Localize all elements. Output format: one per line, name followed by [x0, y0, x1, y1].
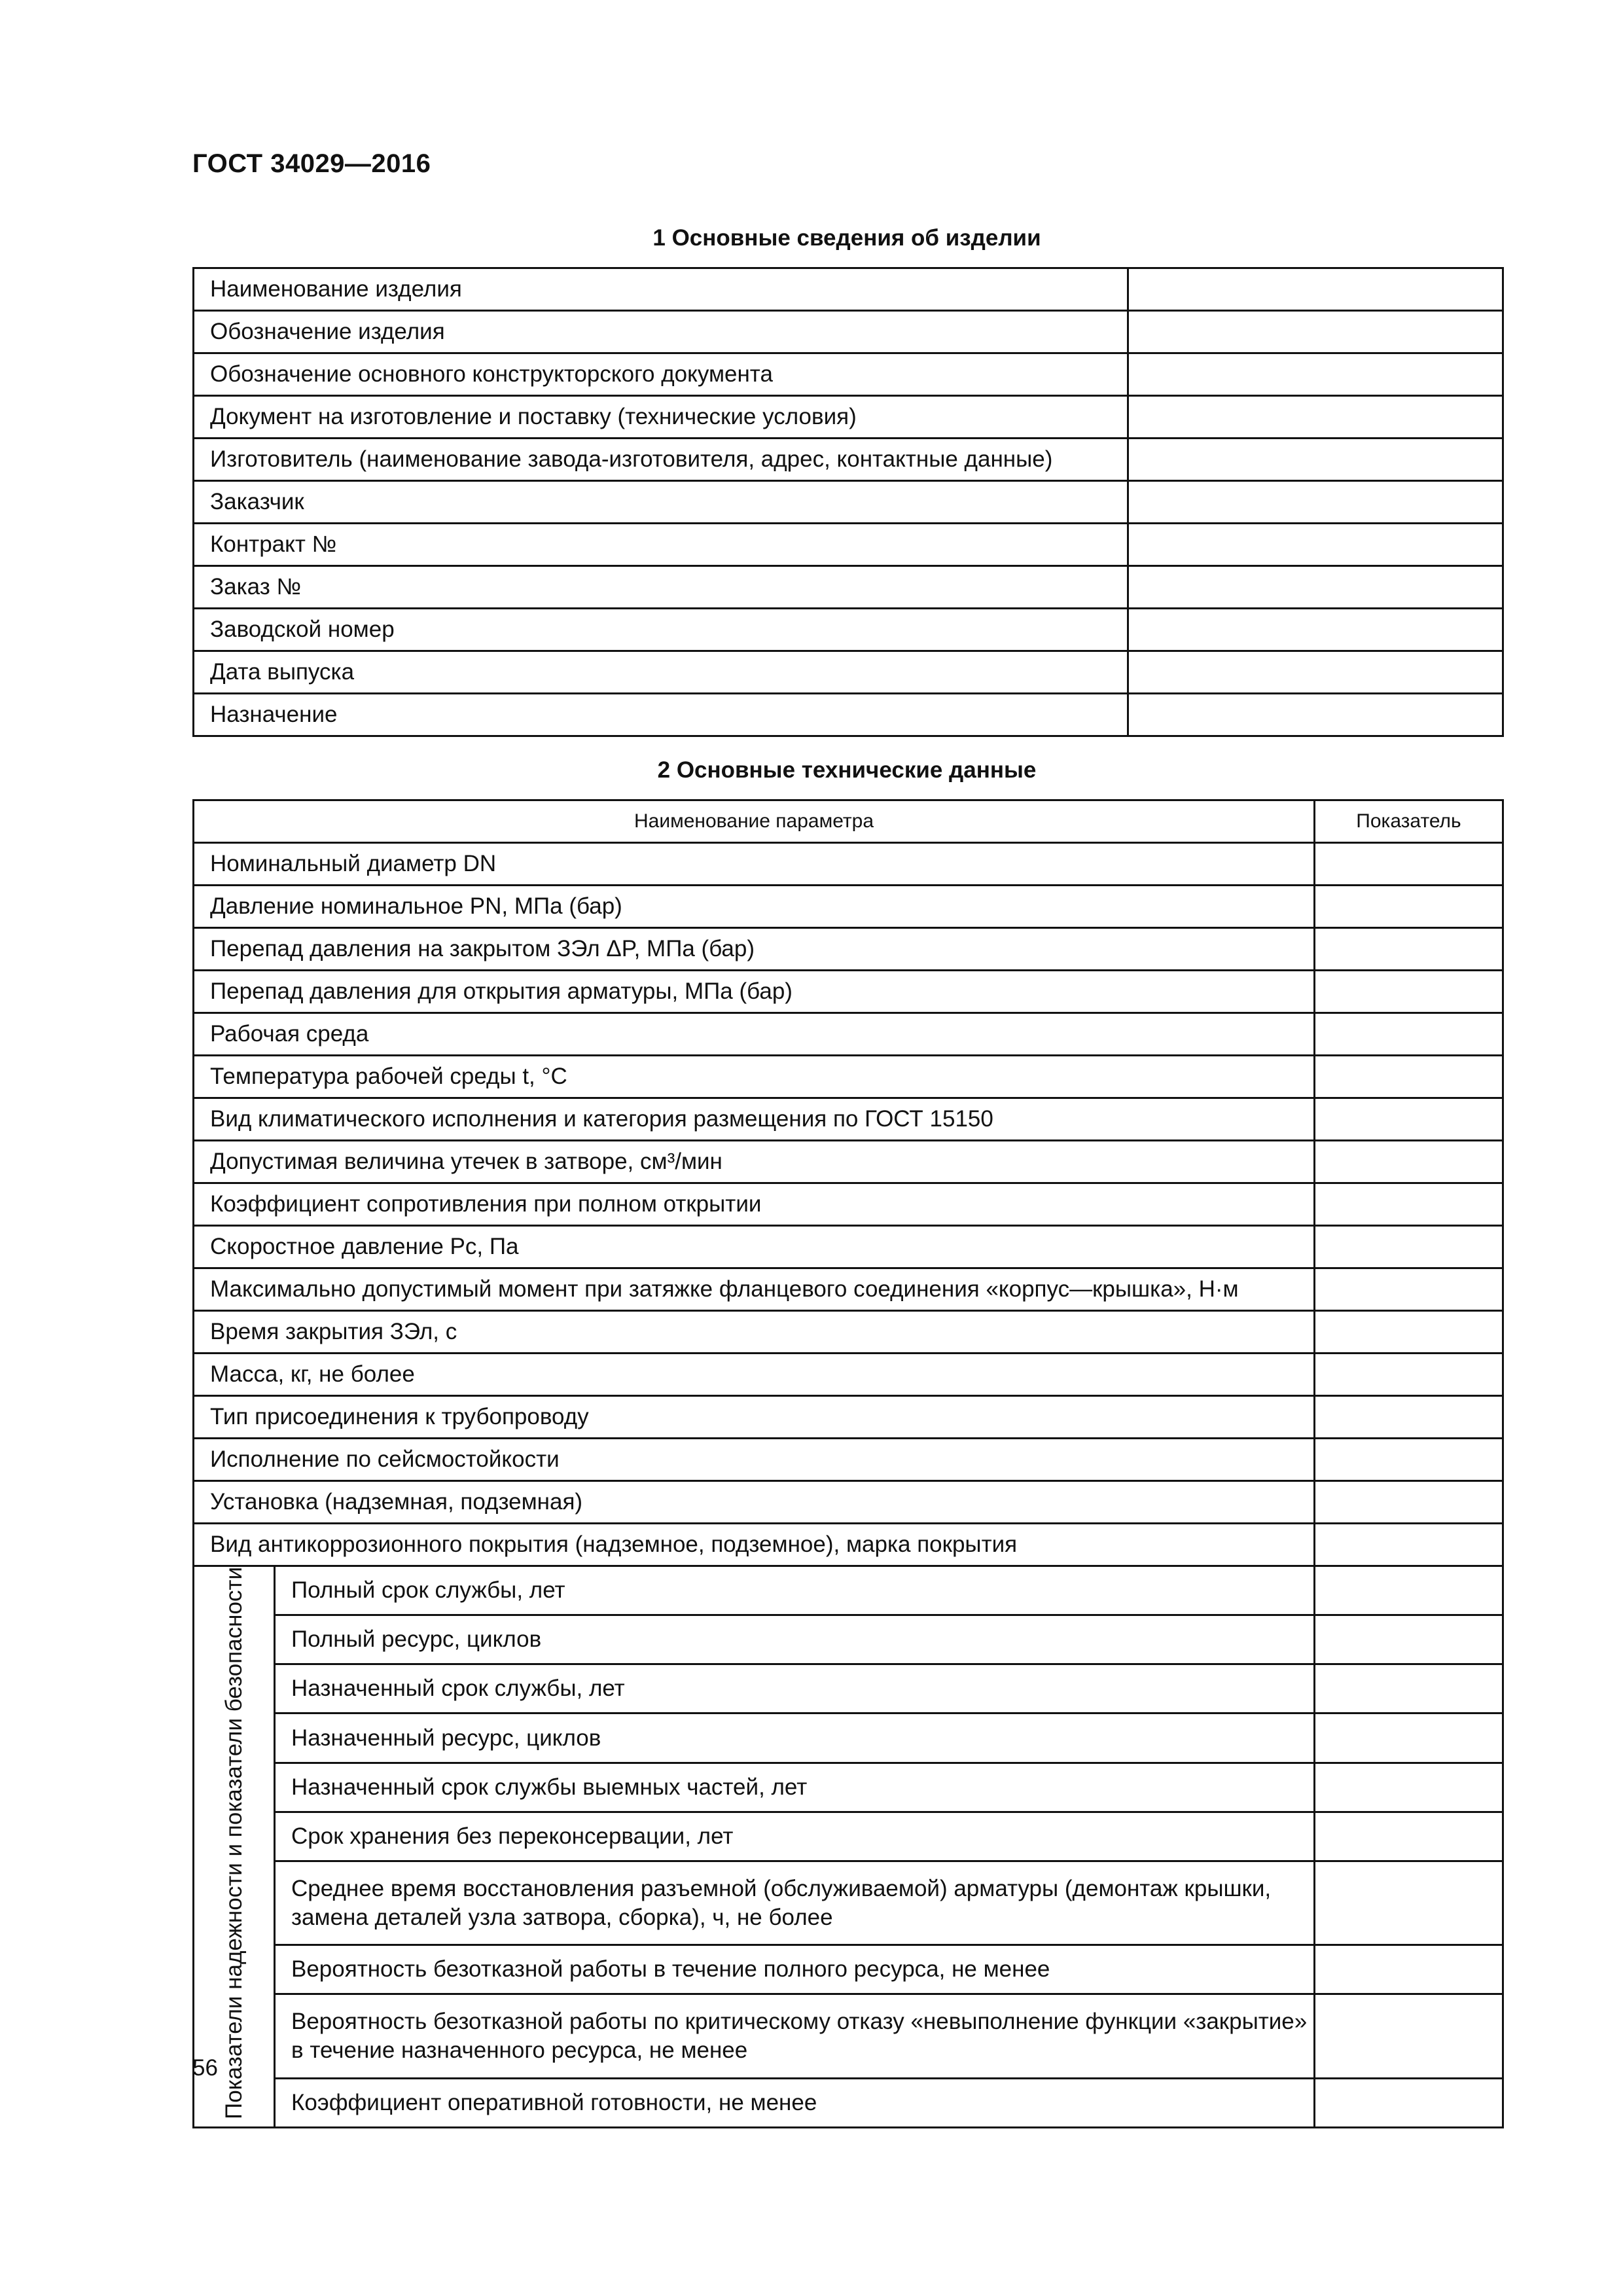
- value-cell[interactable]: [1315, 1183, 1503, 1226]
- table-row: [194, 1566, 1503, 1615]
- param-label: Время закрытия ЗЭл, с: [194, 1311, 1315, 1354]
- param-label: Перепад давления на закрытом ЗЭл ΔP, МПа (бар): [194, 928, 1315, 971]
- value-cell[interactable]: [1128, 481, 1503, 524]
- table-row: [194, 609, 1503, 651]
- value-cell[interactable]: [1128, 268, 1503, 311]
- param-label: Полный срок службы, лет: [275, 1566, 1315, 1615]
- table-row: [194, 651, 1503, 694]
- param-label: Срок хранения без переконсервации, лет: [275, 1812, 1315, 1861]
- table-row: [194, 1439, 1503, 1481]
- value-cell[interactable]: [1315, 1439, 1503, 1481]
- param-label: Тип присоединения к трубопроводу: [194, 1396, 1315, 1439]
- table-row: [194, 1098, 1503, 1141]
- value-cell[interactable]: [1315, 1812, 1503, 1861]
- value-cell[interactable]: [1315, 1226, 1503, 1268]
- table-row: [194, 524, 1503, 566]
- value-cell[interactable]: [1315, 1013, 1503, 1056]
- value-cell[interactable]: [1315, 1268, 1503, 1311]
- table-row: [194, 1056, 1503, 1098]
- param-label: Назначенный срок службы выемных частей, лет: [275, 1763, 1315, 1812]
- value-cell[interactable]: [1315, 1664, 1503, 1713]
- param-label: Коэффициент оперативной готовности, не менее: [275, 2078, 1315, 2127]
- value-cell[interactable]: [1128, 353, 1503, 396]
- value-cell[interactable]: [1315, 843, 1503, 886]
- value-cell[interactable]: [1315, 1098, 1503, 1141]
- param-label: Допустимая величина утечек в затворе, см³/мин: [194, 1141, 1315, 1183]
- value-cell[interactable]: [1128, 524, 1503, 566]
- column-header-value: Показатель: [1315, 800, 1503, 843]
- table-row: [194, 1226, 1503, 1268]
- param-label: Вероятность безотказной работы по критическому отказу «невыполнение функции «закрытие» в течение назначенного ресурса, не менее: [275, 1994, 1315, 2078]
- reliability-group-label: [194, 1566, 275, 2128]
- value-cell[interactable]: [1315, 2078, 1503, 2127]
- table-row: [194, 1013, 1503, 1056]
- value-cell[interactable]: [1128, 439, 1503, 481]
- product-info-table: [192, 267, 1504, 737]
- table-row: [194, 1311, 1503, 1354]
- param-label: Перепад давления для открытия арматуры, МПа (бар): [194, 971, 1315, 1013]
- row-label: Обозначение изделия: [194, 311, 1128, 353]
- param-label: Рабочая среда: [194, 1013, 1315, 1056]
- table-row: [194, 1615, 1503, 1664]
- param-label: Номинальный диаметр DN: [194, 843, 1315, 886]
- value-cell[interactable]: [1128, 651, 1503, 694]
- value-cell[interactable]: [1315, 1713, 1503, 1763]
- row-label: Изготовитель (наименование завода-изготовителя, адрес, контактные данные): [194, 439, 1128, 481]
- row-label: Обозначение основного конструкторского документа: [194, 353, 1128, 396]
- value-cell[interactable]: [1315, 1481, 1503, 1524]
- param-label: Назначенный ресурс, циклов: [275, 1713, 1315, 1763]
- table-row: [194, 1396, 1503, 1439]
- param-label: Вид климатического исполнения и категория размещения по ГОСТ 15150: [194, 1098, 1315, 1141]
- table-row: [194, 1183, 1503, 1226]
- row-label: Контракт №: [194, 524, 1128, 566]
- value-cell[interactable]: [1315, 1056, 1503, 1098]
- value-cell[interactable]: [1315, 971, 1503, 1013]
- param-label: Среднее время восстановления разъемной (обслуживаемой) арматуры (демонтаж крышки, замена деталей узла затвора, сборка), ч, не более: [275, 1861, 1315, 1945]
- row-label: Дата выпуска: [194, 651, 1128, 694]
- technical-data-table: [192, 799, 1504, 2128]
- value-cell[interactable]: [1128, 396, 1503, 439]
- param-label: Масса, кг, не более: [194, 1354, 1315, 1396]
- reliability-group-text: Показатели надежности и показатели безопасности: [221, 1567, 247, 2119]
- table-row: [194, 1861, 1503, 1945]
- table-row: [194, 1812, 1503, 1861]
- section-1-title: 1 Основные сведения об изделии: [652, 225, 1041, 251]
- row-label: Заказ №: [194, 566, 1128, 609]
- table-row: [194, 1354, 1503, 1396]
- table-row: [194, 311, 1503, 353]
- value-cell[interactable]: [1128, 566, 1503, 609]
- value-cell[interactable]: [1315, 886, 1503, 928]
- value-cell[interactable]: [1128, 311, 1503, 353]
- param-label: Коэффициент сопротивления при полном открытии: [194, 1183, 1315, 1226]
- table-row: [194, 1481, 1503, 1524]
- param-label: Полный ресурс, циклов: [275, 1615, 1315, 1664]
- table-row: [194, 353, 1503, 396]
- row-label: Наименование изделия: [194, 268, 1128, 311]
- param-label: Скоростное давление Pс, Па: [194, 1226, 1315, 1268]
- document-code: ГОСТ 34029—2016: [192, 149, 431, 178]
- param-label: Вероятность безотказной работы в течение полного ресурса, не менее: [275, 1945, 1315, 1994]
- table-row: [194, 843, 1503, 886]
- param-label: Температура рабочей среды t, °С: [194, 1056, 1315, 1098]
- value-cell[interactable]: [1128, 694, 1503, 736]
- table-row: [194, 439, 1503, 481]
- table-row: [194, 886, 1503, 928]
- table-row: [194, 1713, 1503, 1763]
- value-cell[interactable]: [1315, 1311, 1503, 1354]
- table-row: [194, 566, 1503, 609]
- column-header-parameter: Наименование параметра: [194, 800, 1315, 843]
- table-row: [194, 694, 1503, 736]
- table-row: [194, 1994, 1503, 2078]
- table-row: [194, 1524, 1503, 1566]
- table-row: [194, 481, 1503, 524]
- table-row: [194, 1141, 1503, 1183]
- table-row: [194, 2078, 1503, 2127]
- value-cell[interactable]: [1315, 1861, 1503, 1945]
- param-label: Давление номинальное PN, МПа (бар): [194, 886, 1315, 928]
- param-label: Вид антикоррозионного покрытия (надземное, подземное), марка покрытия: [194, 1524, 1315, 1566]
- table-row: [194, 928, 1503, 971]
- page-number: 56: [192, 2055, 218, 2081]
- value-cell[interactable]: [1315, 1615, 1503, 1664]
- table-row: [194, 1664, 1503, 1713]
- param-label: Установка (надземная, подземная): [194, 1481, 1315, 1524]
- value-cell[interactable]: [1315, 928, 1503, 971]
- value-cell[interactable]: [1315, 1354, 1503, 1396]
- table-row: [194, 1763, 1503, 1812]
- table-row: [194, 1268, 1503, 1311]
- param-label: Максимально допустимый момент при затяжке фланцевого соединения «корпус—крышка», Н·м: [194, 1268, 1315, 1311]
- value-cell[interactable]: [1315, 1763, 1503, 1812]
- value-cell[interactable]: [1315, 1994, 1503, 2078]
- value-cell[interactable]: [1315, 1566, 1503, 1615]
- table-row: [194, 396, 1503, 439]
- value-cell[interactable]: [1315, 1396, 1503, 1439]
- table-row: [194, 1945, 1503, 1994]
- table-row: [194, 971, 1503, 1013]
- row-label: Документ на изготовление и поставку (технические условия): [194, 396, 1128, 439]
- param-label: Назначенный срок службы, лет: [275, 1664, 1315, 1713]
- row-label: Заказчик: [194, 481, 1128, 524]
- value-cell[interactable]: [1315, 1945, 1503, 1994]
- param-label: Исполнение по сейсмостойкости: [194, 1439, 1315, 1481]
- value-cell[interactable]: [1315, 1524, 1503, 1566]
- row-label: Назначение: [194, 694, 1128, 736]
- value-cell[interactable]: [1315, 1141, 1503, 1183]
- section-2-title: 2 Основные технические данные: [657, 757, 1037, 783]
- table-row: [194, 268, 1503, 311]
- value-cell[interactable]: [1128, 609, 1503, 651]
- row-label: Заводской номер: [194, 609, 1128, 651]
